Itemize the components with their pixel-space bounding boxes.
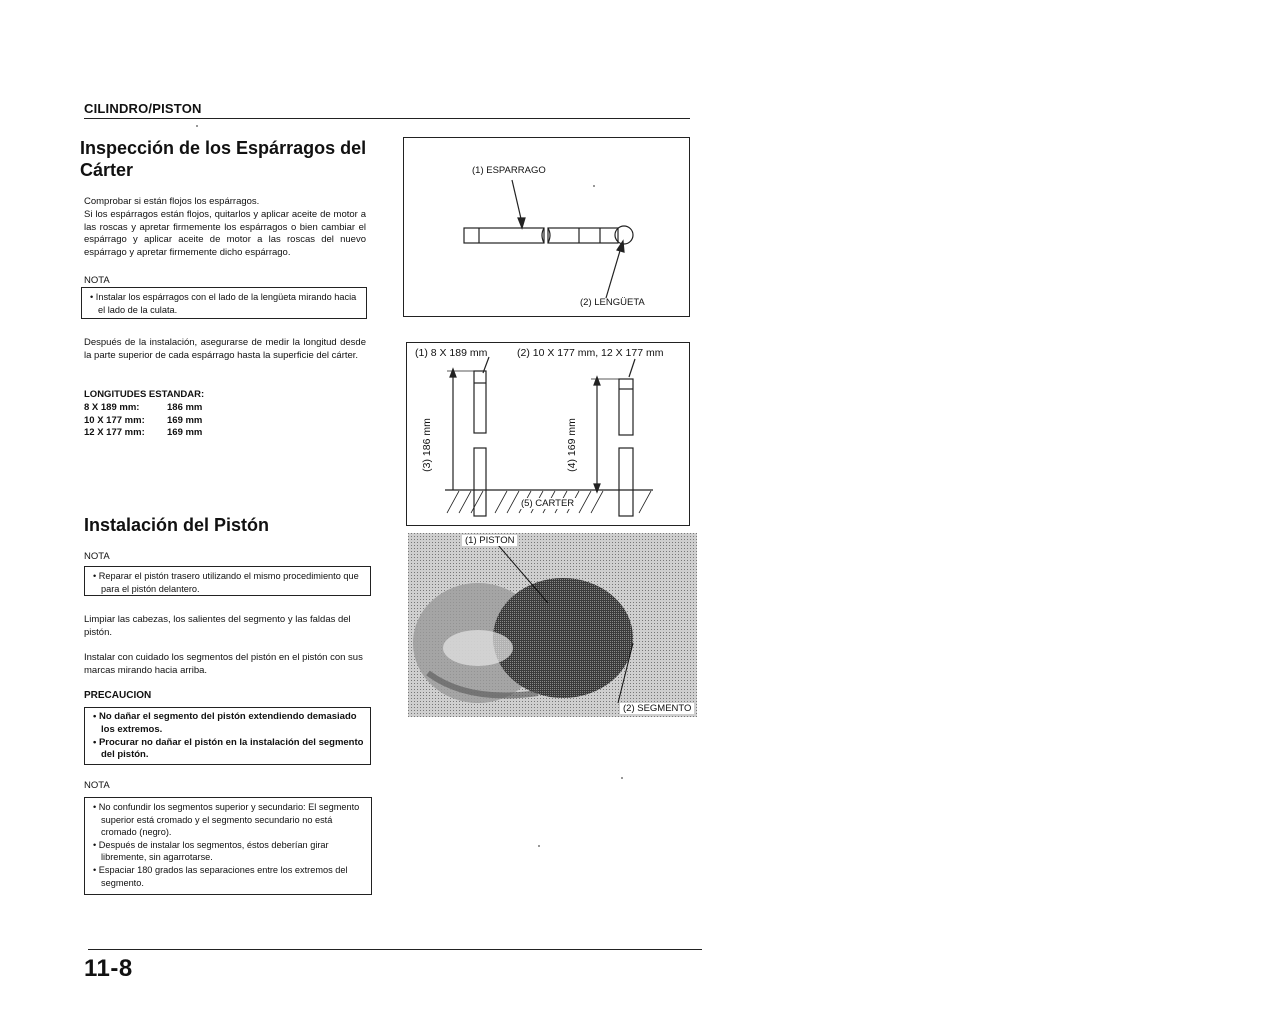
ring-label: (2) SEGMENTO [620,703,694,714]
section2-nota1-label: NOTA [84,551,110,562]
stud-b-label: (2) 10 X 177 mm, 12 X 177 mm [517,347,664,359]
piston-photo-image [408,533,697,717]
page-number: 11-8 [84,955,133,982]
scan-speck [621,777,623,779]
spec-title: LONGITUDES ESTANDAR: [84,389,205,400]
section1-nota-label: NOTA [84,275,110,286]
spec-length: 186 mm [167,402,203,413]
tab-label: (2) LENGÜETA [580,297,645,308]
piston-label: (1) PISTON [462,535,517,546]
case-label: (5) CARTER [521,498,575,509]
spec-size: 12 X 177 mm: [84,427,145,439]
section2-para2: Instalar con cuidado los segmentos del pistón en el pistón con sus marcas mirando hacia arriba. [84,652,363,676]
spec-row [84,415,202,428]
section1-title: Inspección de los Espárragos del Cárter [80,138,367,180]
section1-nota-box [81,287,367,319]
spec-table [84,402,202,440]
section2-nota2-list [93,801,365,889]
list-item: • Instalar los espárragos con el lado de la lengüeta mirando hacia el lado de la culata. [90,291,360,316]
spec-size: 10 X 177 mm: [84,414,145,426]
scan-speck [196,125,198,127]
footer-rule [88,949,702,950]
list-item: • Después de instalar los segmentos, éstos deberían girar libremente, sin agarrotarse. [93,839,365,864]
length-b-label: (4) 169 mm [565,418,578,472]
section1-para2: Si los espárragos están flojos, quitarlos y aplicar aceite de motor a las roscas y apretar firmemente los espárragos o bien cambiar el espárrago y aplicar aceite de motor a las roscas del nuevo espárrago y apretar firmemente dicho espárrago. [84,209,366,258]
section-header: CILINDRO/PISTON [84,101,202,116]
section1-nota-list [90,291,360,316]
list-item: • No dañar el segmento del pistón extendiendo demasiado los extremos. [93,711,364,737]
spec-row [84,402,202,415]
section2-para1: Limpiar las cabezas, los salientes del segmento y las faldas del pistón. [84,614,351,638]
piston-photo [408,533,697,717]
section2-nota1-list [93,570,364,595]
spec-row [84,427,202,440]
section2-nota2-box [84,797,372,895]
stud-label: (1) ESPARRAGO [472,165,546,176]
caution-label: PRECAUCION [84,690,152,701]
measurement-figure [406,342,690,526]
section2-nota1-box [84,566,371,596]
stud-drawing [404,138,689,316]
list-item: • Reparar el pistón trasero utilizando el mismo procedimiento que para el pistón delantero. [93,570,364,595]
section1-para3: Después de la instalación, asegurarse de medir la longitud desde la parte superior de cada espárrago hasta la superficie del cárter. [84,337,366,361]
spec-length: 169 mm [167,414,203,426]
header-rule [84,118,690,119]
section1-para1: Comprobar si están flojos los espárragos. [84,196,260,207]
section2-title: Instalación del Pistón [84,515,270,535]
caution-list [93,711,364,762]
spec-length: 169 mm [167,427,203,439]
length-a-label: (3) 186 mm [420,418,433,472]
stud-a-label: (1) 8 X 189 mm [415,347,488,359]
section2-nota2-label: NOTA [84,780,110,791]
list-item: • Espaciar 180 grados las separaciones entre los extremos del segmento. [93,864,365,889]
scan-speck [593,185,595,187]
spec-size: 8 X 189 mm: [84,402,140,413]
caution-box [84,707,371,765]
scan-speck [538,845,540,847]
list-item: • No confundir los segmentos superior y secundario: El segmento superior está cromado y el segmento secundario no está cromado (negro). [93,801,365,839]
list-item: • Procurar no dañar el pistón en la instalación del segmento del pistón. [93,737,364,763]
stud-figure [403,137,690,317]
